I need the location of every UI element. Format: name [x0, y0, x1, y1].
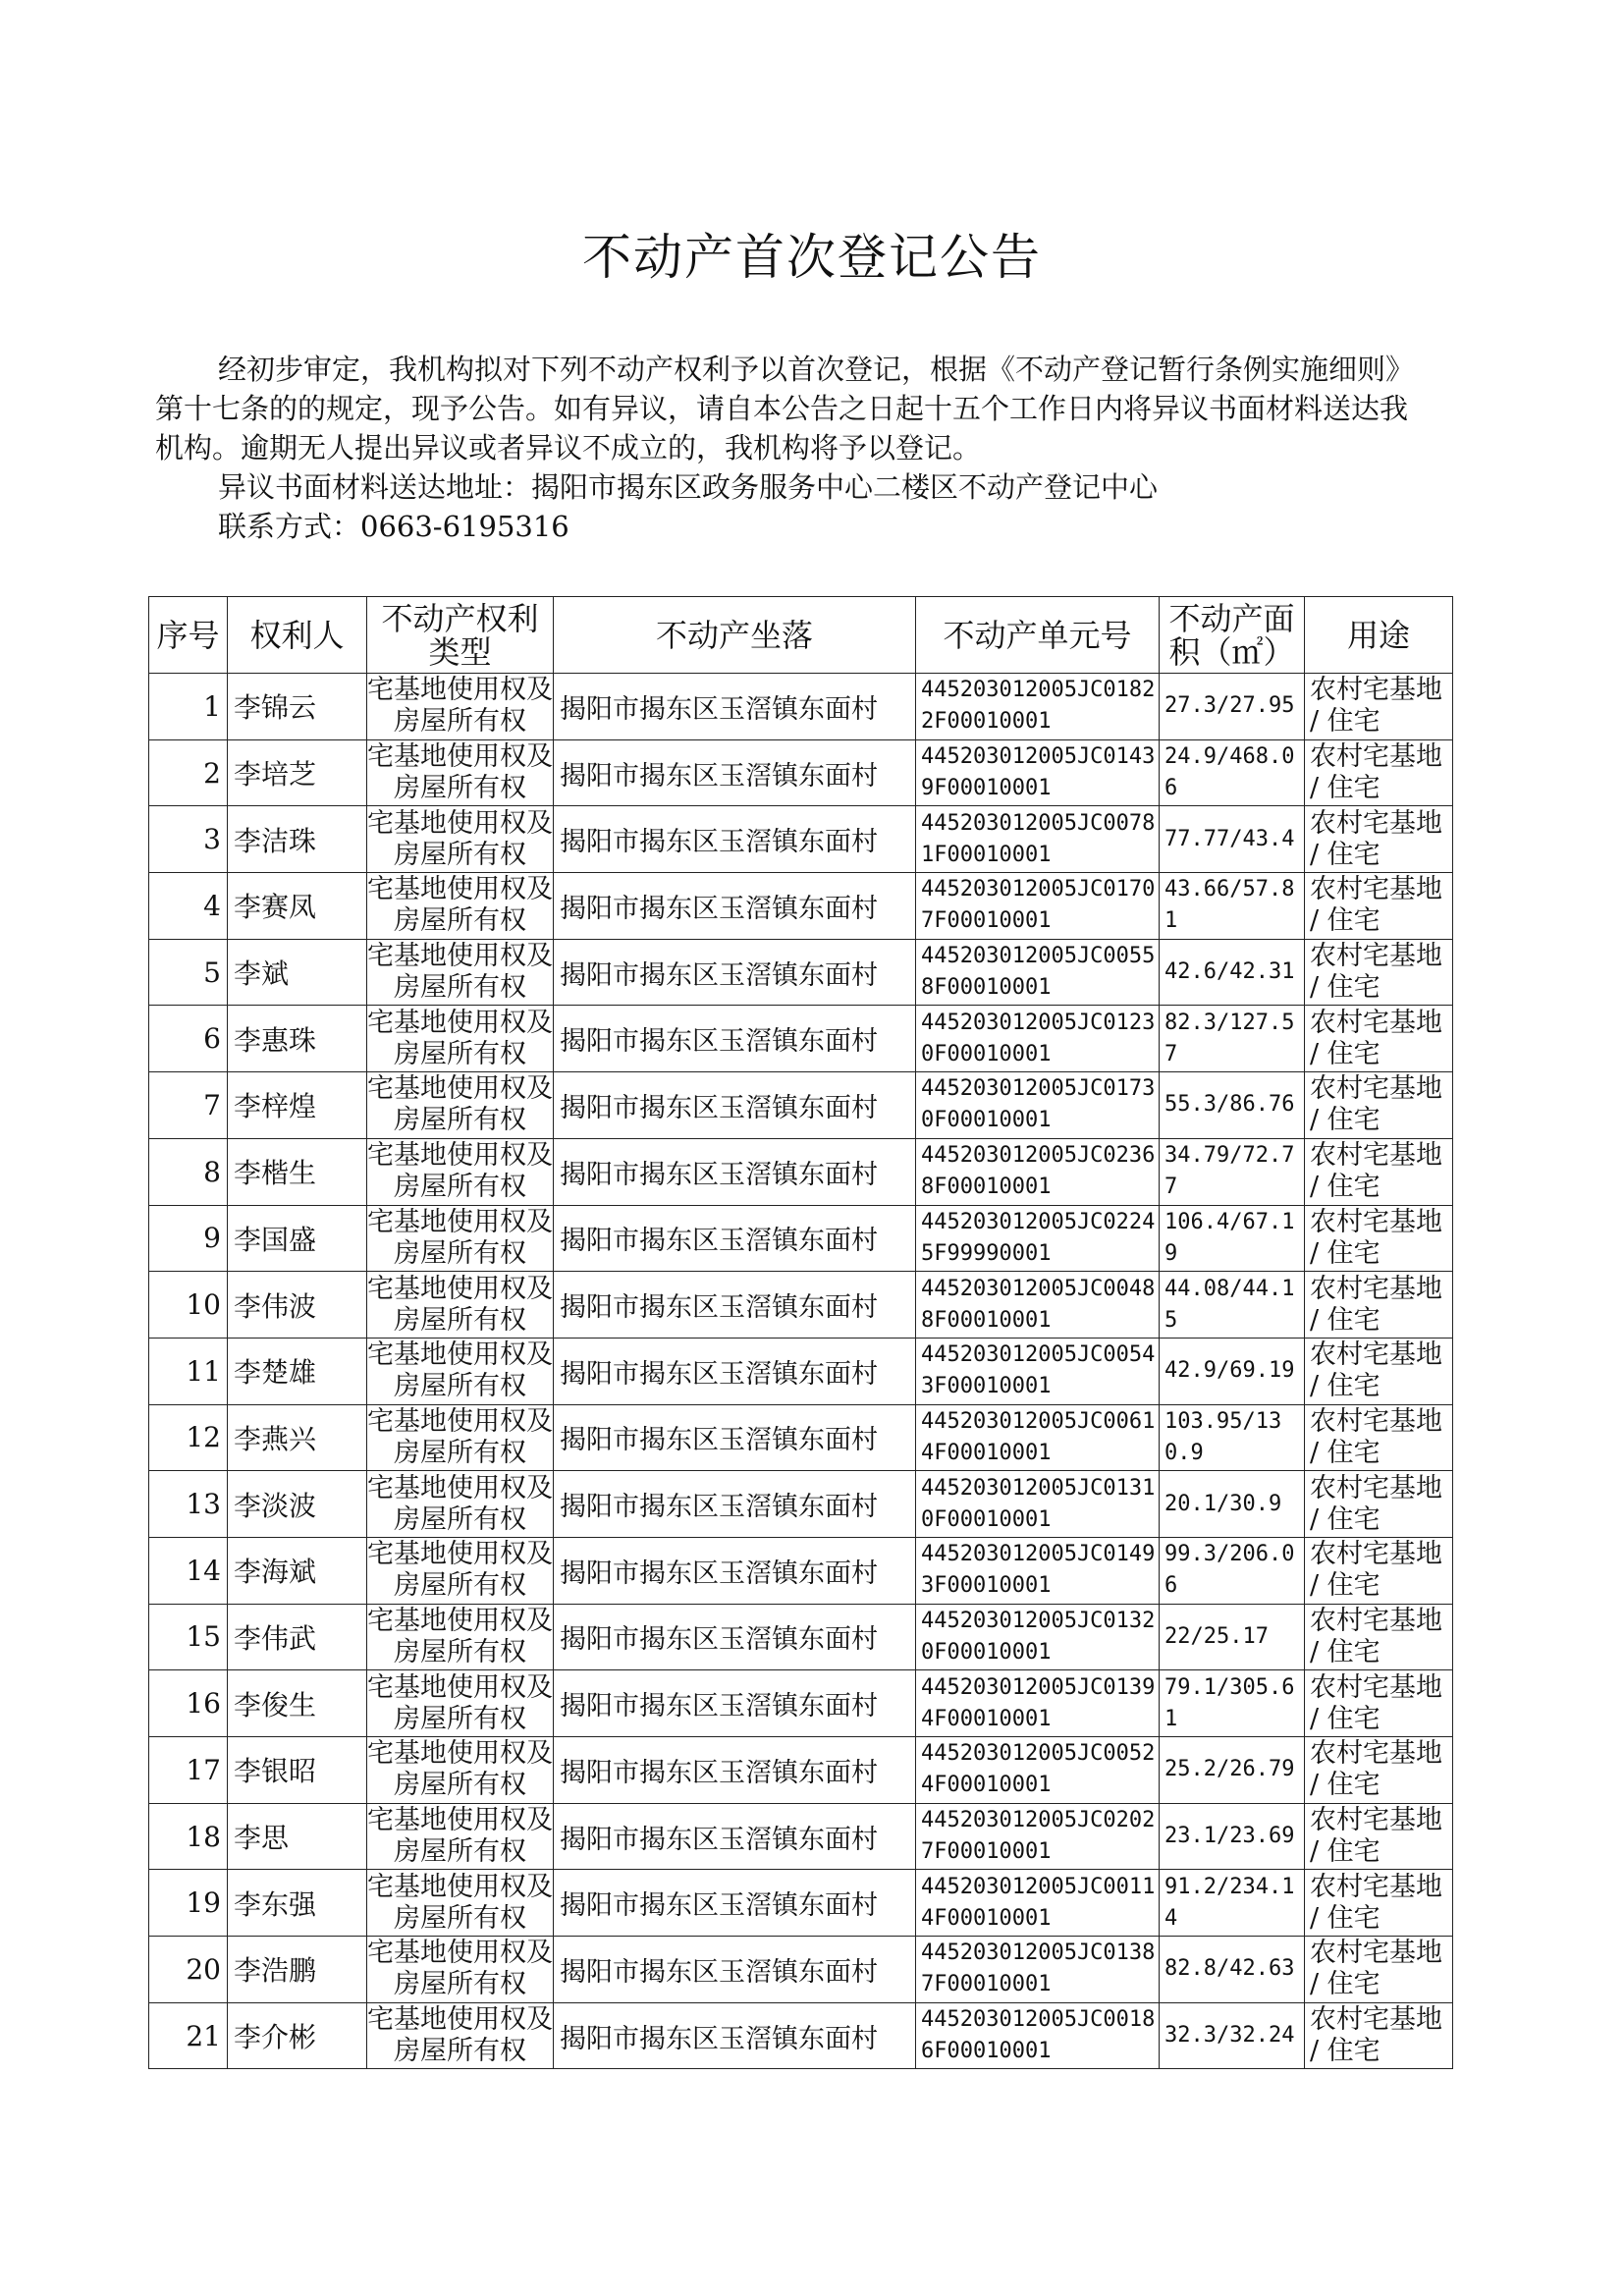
cell-owner: 李伟波 — [228, 1272, 367, 1339]
cell-area: 55.3/86.76 — [1160, 1072, 1305, 1139]
table-row — [149, 873, 1453, 940]
cell-area: 42.6/42.31 — [1160, 939, 1305, 1006]
contact-info: 联系方式：0663-6195316 — [218, 510, 569, 543]
table-row — [149, 1537, 1453, 1604]
notice-paragraph: 经初步审定，我机构拟对下列不动产权利予以首次登记，根据《不动产登记暂行条例实施细则》第十七条的的规定，现予公告。如有异议，请自本公告之日起十五个工作日内将异议书面材料送达我机构。逾期无人提出异议或者异议不成立的，我机构将予以登记。 — [155, 353, 1415, 464]
cell-right-type: 宅基地使用权及房屋所有权 — [367, 939, 554, 1006]
cell-right-type: 宅基地使用权及房屋所有权 — [367, 806, 554, 873]
cell-usage: 农村宅基地 / 住宅 — [1305, 2002, 1453, 2069]
header-no: 序号 — [149, 597, 228, 674]
cell-no: 21 — [149, 2002, 228, 2069]
cell-no: 2 — [149, 739, 228, 806]
cell-usage: 农村宅基地 / 住宅 — [1305, 806, 1453, 873]
cell-usage: 农村宅基地 / 住宅 — [1305, 1537, 1453, 1604]
cell-usage: 农村宅基地 / 住宅 — [1305, 1803, 1453, 1870]
table-row — [149, 1670, 1453, 1737]
cell-unit-no: 445203012005JC01230F00010001 — [916, 1006, 1160, 1072]
cell-no: 1 — [149, 674, 228, 740]
cell-owner: 李伟武 — [228, 1604, 367, 1670]
cell-right-type: 宅基地使用权及房屋所有权 — [367, 1870, 554, 1937]
table-row — [149, 806, 1453, 873]
table-body — [149, 674, 1453, 2069]
cell-usage: 农村宅基地 / 住宅 — [1305, 1138, 1453, 1205]
cell-area: 24.9/468.06 — [1160, 739, 1305, 806]
cell-owner: 李楷生 — [228, 1138, 367, 1205]
cell-unit-no: 445203012005JC02368F00010001 — [916, 1138, 1160, 1205]
cell-location: 揭阳市揭东区玉滘镇东面村 — [554, 2002, 916, 2069]
cell-owner: 李东强 — [228, 1870, 367, 1937]
objection-address: 异议书面材料送达地址：揭阳市揭东区政务服务中心二楼区不动产登记中心 — [218, 470, 1159, 504]
cell-area: 77.77/43.4 — [1160, 806, 1305, 873]
cell-area: 20.1/30.9 — [1160, 1471, 1305, 1538]
cell-usage: 农村宅基地 / 住宅 — [1305, 1404, 1453, 1471]
cell-unit-no: 445203012005JC02027F00010001 — [916, 1803, 1160, 1870]
cell-right-type: 宅基地使用权及房屋所有权 — [367, 1205, 554, 1272]
cell-owner: 李思 — [228, 1803, 367, 1870]
table-row — [149, 1471, 1453, 1538]
header-location: 不动产坐落 — [554, 597, 916, 674]
cell-unit-no: 445203012005JC00781F00010001 — [916, 806, 1160, 873]
cell-unit-no: 445203012005JC01707F00010001 — [916, 873, 1160, 940]
table-row — [149, 1272, 1453, 1339]
cell-right-type: 宅基地使用权及房屋所有权 — [367, 1604, 554, 1670]
cell-location: 揭阳市揭东区玉滘镇东面村 — [554, 1205, 916, 1272]
cell-unit-no: 445203012005JC00543F00010001 — [916, 1338, 1160, 1404]
cell-unit-no: 445203012005JC00614F00010001 — [916, 1404, 1160, 1471]
header-unit-no: 不动产单元号 — [916, 597, 1160, 674]
table-row — [149, 1870, 1453, 1937]
cell-area: 34.79/72.77 — [1160, 1138, 1305, 1205]
cell-usage: 农村宅基地 / 住宅 — [1305, 1604, 1453, 1670]
cell-right-type: 宅基地使用权及房屋所有权 — [367, 1404, 554, 1471]
cell-usage: 农村宅基地 / 住宅 — [1305, 1937, 1453, 2003]
cell-right-type: 宅基地使用权及房屋所有权 — [367, 1138, 554, 1205]
header-usage: 用途 — [1305, 597, 1453, 674]
cell-right-type: 宅基地使用权及房屋所有权 — [367, 1072, 554, 1139]
cell-location: 揭阳市揭东区玉滘镇东面村 — [554, 739, 916, 806]
cell-owner: 李国盛 — [228, 1205, 367, 1272]
cell-no: 14 — [149, 1537, 228, 1604]
cell-owner: 李惠珠 — [228, 1006, 367, 1072]
cell-area: 106.4/67.19 — [1160, 1205, 1305, 1272]
cell-owner: 李介彬 — [228, 2002, 367, 2069]
cell-location: 揭阳市揭东区玉滘镇东面村 — [554, 806, 916, 873]
cell-no: 7 — [149, 1072, 228, 1139]
header-right-type: 不动产权利类型 — [367, 597, 554, 674]
cell-unit-no: 445203012005JC01394F00010001 — [916, 1670, 1160, 1737]
cell-no: 15 — [149, 1604, 228, 1670]
cell-unit-no: 445203012005JC00186F00010001 — [916, 2002, 1160, 2069]
cell-location: 揭阳市揭东区玉滘镇东面村 — [554, 1272, 916, 1339]
cell-location: 揭阳市揭东区玉滘镇东面村 — [554, 1338, 916, 1404]
cell-location: 揭阳市揭东区玉滘镇东面村 — [554, 1138, 916, 1205]
table-row — [149, 1006, 1453, 1072]
cell-right-type: 宅基地使用权及房屋所有权 — [367, 1670, 554, 1737]
table-row — [149, 674, 1453, 740]
cell-owner: 李淡波 — [228, 1471, 367, 1538]
cell-no: 4 — [149, 873, 228, 940]
cell-right-type: 宅基地使用权及房屋所有权 — [367, 1006, 554, 1072]
cell-usage: 农村宅基地 / 住宅 — [1305, 939, 1453, 1006]
cell-location: 揭阳市揭东区玉滘镇东面村 — [554, 1471, 916, 1538]
cell-usage: 农村宅基地 / 住宅 — [1305, 1006, 1453, 1072]
table-row — [149, 739, 1453, 806]
cell-area: 22/25.17 — [1160, 1604, 1305, 1670]
cell-unit-no: 445203012005JC01439F00010001 — [916, 739, 1160, 806]
cell-no: 9 — [149, 1205, 228, 1272]
cell-owner: 李培芝 — [228, 739, 367, 806]
cell-owner: 李锦云 — [228, 674, 367, 740]
cell-usage: 农村宅基地 / 住宅 — [1305, 1471, 1453, 1538]
cell-no: 13 — [149, 1471, 228, 1538]
table-header-row — [149, 597, 1453, 674]
table-row — [149, 1803, 1453, 1870]
page-title: 不动产首次登记公告 — [582, 229, 1042, 286]
cell-right-type: 宅基地使用权及房屋所有权 — [367, 674, 554, 740]
cell-no: 10 — [149, 1272, 228, 1339]
cell-area: 79.1/305.61 — [1160, 1670, 1305, 1737]
cell-area: 103.95/130.9 — [1160, 1404, 1305, 1471]
cell-owner: 李楚雄 — [228, 1338, 367, 1404]
cell-right-type: 宅基地使用权及房屋所有权 — [367, 1537, 554, 1604]
cell-no: 6 — [149, 1006, 228, 1072]
cell-no: 3 — [149, 806, 228, 873]
cell-right-type: 宅基地使用权及房屋所有权 — [367, 739, 554, 806]
cell-owner: 李海斌 — [228, 1537, 367, 1604]
cell-unit-no: 445203012005JC01320F00010001 — [916, 1604, 1160, 1670]
table-row — [149, 1338, 1453, 1404]
cell-no: 8 — [149, 1138, 228, 1205]
cell-no: 5 — [149, 939, 228, 1006]
cell-owner: 李梓煌 — [228, 1072, 367, 1139]
cell-usage: 农村宅基地 / 住宅 — [1305, 1338, 1453, 1404]
cell-usage: 农村宅基地 / 住宅 — [1305, 1072, 1453, 1139]
cell-owner: 李银昭 — [228, 1737, 367, 1804]
cell-area: 43.66/57.81 — [1160, 873, 1305, 940]
header-owner: 权利人 — [228, 597, 367, 674]
cell-area: 42.9/69.19 — [1160, 1338, 1305, 1404]
cell-usage: 农村宅基地 / 住宅 — [1305, 1737, 1453, 1804]
cell-location: 揭阳市揭东区玉滘镇东面村 — [554, 873, 916, 940]
cell-no: 16 — [149, 1670, 228, 1737]
cell-area: 99.3/206.06 — [1160, 1537, 1305, 1604]
table-row — [149, 1604, 1453, 1670]
cell-unit-no: 445203012005JC01493F00010001 — [916, 1537, 1160, 1604]
cell-right-type: 宅基地使用权及房屋所有权 — [367, 1937, 554, 2003]
cell-right-type: 宅基地使用权及房屋所有权 — [367, 873, 554, 940]
cell-location: 揭阳市揭东区玉滘镇东面村 — [554, 1803, 916, 1870]
notice-intro — [155, 350, 1432, 546]
cell-area: 82.3/127.57 — [1160, 1006, 1305, 1072]
cell-usage: 农村宅基地 / 住宅 — [1305, 674, 1453, 740]
cell-owner: 李燕兴 — [228, 1404, 367, 1471]
cell-location: 揭阳市揭东区玉滘镇东面村 — [554, 1737, 916, 1804]
cell-area: 44.08/44.15 — [1160, 1272, 1305, 1339]
cell-location: 揭阳市揭东区玉滘镇东面村 — [554, 1072, 916, 1139]
cell-unit-no: 445203012005JC02245F99990001 — [916, 1205, 1160, 1272]
table-row — [149, 1138, 1453, 1205]
cell-usage: 农村宅基地 / 住宅 — [1305, 1272, 1453, 1339]
cell-no: 12 — [149, 1404, 228, 1471]
cell-right-type: 宅基地使用权及房屋所有权 — [367, 1272, 554, 1339]
table-row — [149, 1937, 1453, 2003]
cell-usage: 农村宅基地 / 住宅 — [1305, 1670, 1453, 1737]
cell-right-type: 宅基地使用权及房屋所有权 — [367, 1803, 554, 1870]
cell-area: 27.3/27.95 — [1160, 674, 1305, 740]
cell-owner: 李俊生 — [228, 1670, 367, 1737]
cell-unit-no: 445203012005JC01822F00010001 — [916, 674, 1160, 740]
cell-location: 揭阳市揭东区玉滘镇东面村 — [554, 1670, 916, 1737]
table-row — [149, 1205, 1453, 1272]
table-row — [149, 1072, 1453, 1139]
cell-area: 32.3/32.24 — [1160, 2002, 1305, 2069]
header-area: 不动产面积（㎡） — [1160, 597, 1305, 674]
table-row — [149, 2002, 1453, 2069]
cell-location: 揭阳市揭东区玉滘镇东面村 — [554, 1537, 916, 1604]
cell-unit-no: 445203012005JC01387F00010001 — [916, 1937, 1160, 2003]
cell-no: 17 — [149, 1737, 228, 1804]
cell-area: 23.1/23.69 — [1160, 1803, 1305, 1870]
cell-usage: 农村宅基地 / 住宅 — [1305, 1870, 1453, 1937]
cell-right-type: 宅基地使用权及房屋所有权 — [367, 1471, 554, 1538]
cell-right-type: 宅基地使用权及房屋所有权 — [367, 2002, 554, 2069]
cell-no: 20 — [149, 1937, 228, 2003]
cell-area: 91.2/234.14 — [1160, 1870, 1305, 1937]
cell-owner: 李浩鹏 — [228, 1937, 367, 2003]
cell-location: 揭阳市揭东区玉滘镇东面村 — [554, 939, 916, 1006]
cell-unit-no: 445203012005JC00558F00010001 — [916, 939, 1160, 1006]
cell-owner: 李斌 — [228, 939, 367, 1006]
cell-location: 揭阳市揭东区玉滘镇东面村 — [554, 1937, 916, 2003]
cell-unit-no: 445203012005JC01310F00010001 — [916, 1471, 1160, 1538]
cell-area: 82.8/42.63 — [1160, 1937, 1305, 2003]
table-row — [149, 939, 1453, 1006]
registration-table — [148, 596, 1453, 2069]
cell-no: 18 — [149, 1803, 228, 1870]
cell-location: 揭阳市揭东区玉滘镇东面村 — [554, 1006, 916, 1072]
cell-no: 19 — [149, 1870, 228, 1937]
cell-unit-no: 445203012005JC01730F00010001 — [916, 1072, 1160, 1139]
cell-location: 揭阳市揭东区玉滘镇东面村 — [554, 1604, 916, 1670]
cell-location: 揭阳市揭东区玉滘镇东面村 — [554, 1870, 916, 1937]
cell-unit-no: 445203012005JC00524F00010001 — [916, 1737, 1160, 1804]
cell-unit-no: 445203012005JC00114F00010001 — [916, 1870, 1160, 1937]
cell-usage: 农村宅基地 / 住宅 — [1305, 1205, 1453, 1272]
cell-location: 揭阳市揭东区玉滘镇东面村 — [554, 674, 916, 740]
cell-unit-no: 445203012005JC00488F00010001 — [916, 1272, 1160, 1339]
cell-area: 25.2/26.79 — [1160, 1737, 1305, 1804]
cell-owner: 李赛凤 — [228, 873, 367, 940]
cell-location: 揭阳市揭东区玉滘镇东面村 — [554, 1404, 916, 1471]
cell-no: 11 — [149, 1338, 228, 1404]
cell-right-type: 宅基地使用权及房屋所有权 — [367, 1338, 554, 1404]
cell-right-type: 宅基地使用权及房屋所有权 — [367, 1737, 554, 1804]
table-row — [149, 1404, 1453, 1471]
table-row — [149, 1737, 1453, 1804]
cell-usage: 农村宅基地 / 住宅 — [1305, 873, 1453, 940]
cell-usage: 农村宅基地 / 住宅 — [1305, 739, 1453, 806]
cell-owner: 李洁珠 — [228, 806, 367, 873]
